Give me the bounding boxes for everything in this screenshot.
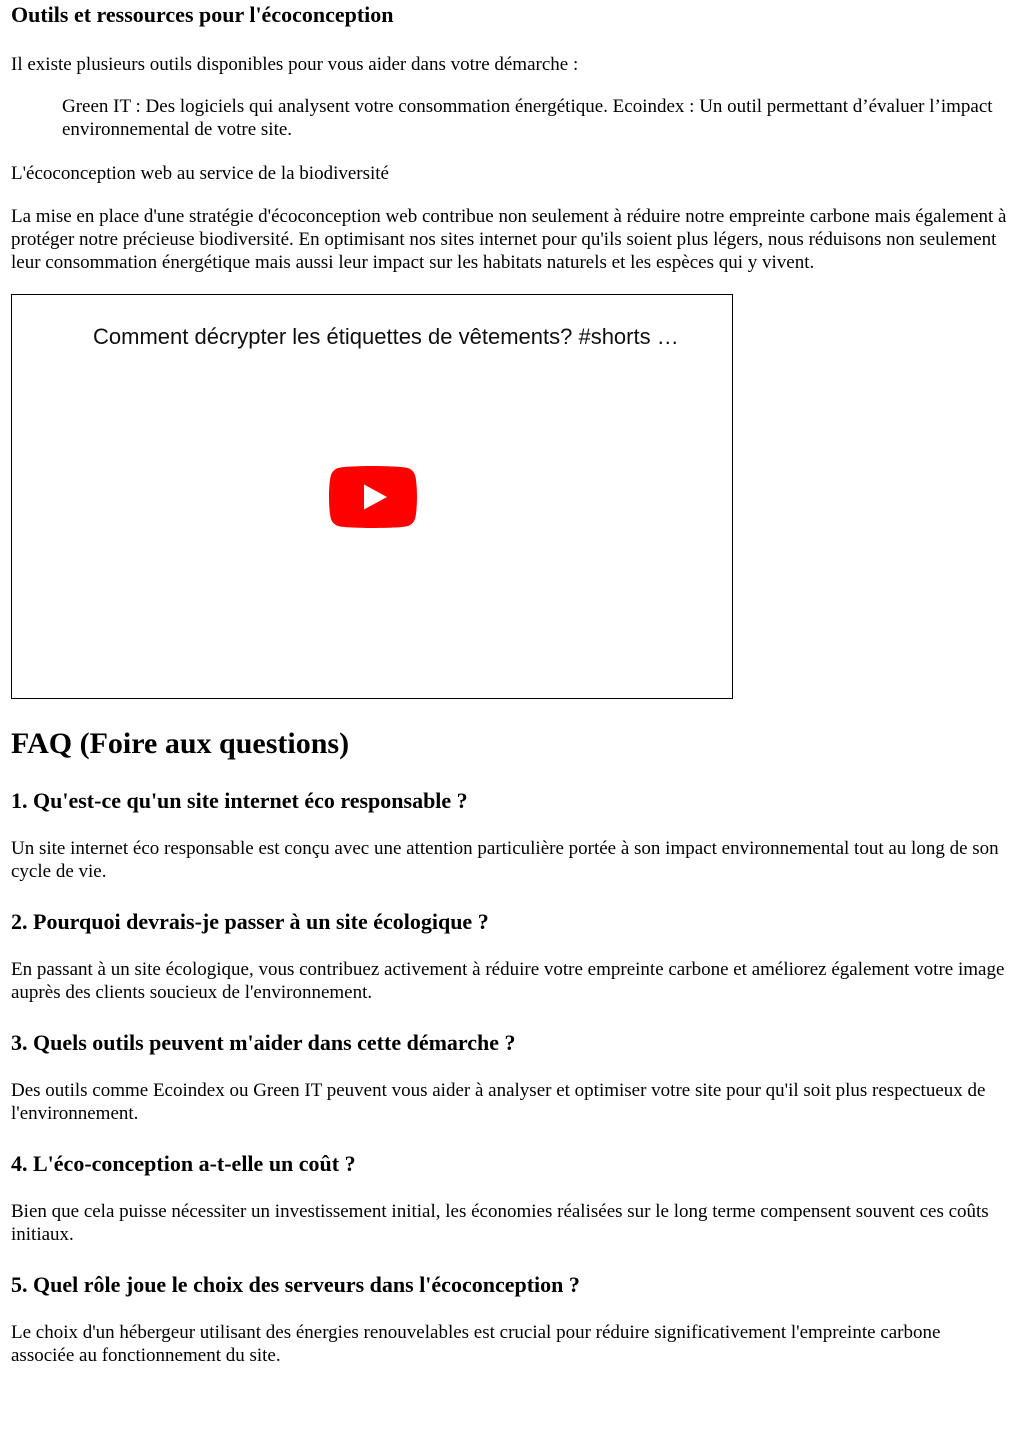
biodiversity-paragraph: La mise en place d'une stratégie d'écoconception web contribue non seulement à réduire notre empreinte carbone mais également à protéger notre précieuse biodiversité. En optimisant nos sites internet pour qu'ils soient plus légers, nous réduisons non seulement leur consommation énergétique mais aussi leur impact sur les habitats naturels et les espèces qui y vivent. [11, 206, 1007, 273]
faq-question: 4. L'éco-conception a-t-elle un coût ? [11, 1151, 356, 1176]
faq-answer: En passant à un site écologique, vous contribuez activement à réduire votre empreinte carbone et améliorez également votre image auprès des clients soucieux de l'environnement. [11, 959, 1005, 1003]
faq-list [11, 788, 1008, 1367]
tools-quote: Green IT : Des logiciels qui analysent votre consommation énergétique. Ecoindex : Un outil permettant d’évaluer l’impact environnemental de votre site. [62, 96, 993, 140]
faq-answer: Des outils comme Ecoindex ou Green IT peuvent vous aider à analyser et optimiser votre site pour qu'il soit plus respectueux de l'environnement. [11, 1080, 986, 1124]
faq-item [11, 1272, 1008, 1367]
faq-question: 5. Quel rôle joue le choix des serveurs dans l'écoconception ? [11, 1272, 580, 1297]
faq-answer: Le choix d'un hébergeur utilisant des énergies renouvelables est crucial pour réduire significativement l'empreinte carbone associée au fonctionnement du site. [11, 1322, 941, 1366]
youtube-video-embed[interactable] [11, 294, 733, 699]
faq-answer: Un site internet éco responsable est conçu avec une attention particulière portée à son impact environnemental tout au long de son cycle de vie. [11, 838, 999, 882]
faq-answer: Bien que cela puisse nécessiter un investissement initial, les économies réalisées sur le long terme compensent souvent ces coûts initiaux. [11, 1201, 989, 1245]
faq-question: 2. Pourquoi devrais-je passer à un site écologique ? [11, 909, 489, 934]
section-title: Outils et ressources pour l'écoconception [11, 2, 394, 27]
faq-question: 1. Qu'est-ce qu'un site internet éco responsable ? [11, 788, 468, 813]
faq-item [11, 1151, 1008, 1246]
faq-item [11, 909, 1008, 1004]
video-title[interactable]: Comment décrypter les étiquettes de vêtements? #shorts … [93, 324, 679, 349]
youtube-play-icon[interactable] [329, 466, 417, 528]
faq-title: FAQ (Foire aux questions) [11, 727, 350, 760]
faq-item [11, 788, 1008, 883]
article-content [0, 2, 1024, 1367]
faq-item [11, 1030, 1008, 1125]
faq-question: 3. Quels outils peuvent m'aider dans cette démarche ? [11, 1030, 516, 1055]
tools-intro: Il existe plusieurs outils disponibles pour vous aider dans votre démarche : [11, 54, 579, 75]
biodiversity-subheading: L'écoconception web au service de la biodiversité [11, 163, 389, 184]
